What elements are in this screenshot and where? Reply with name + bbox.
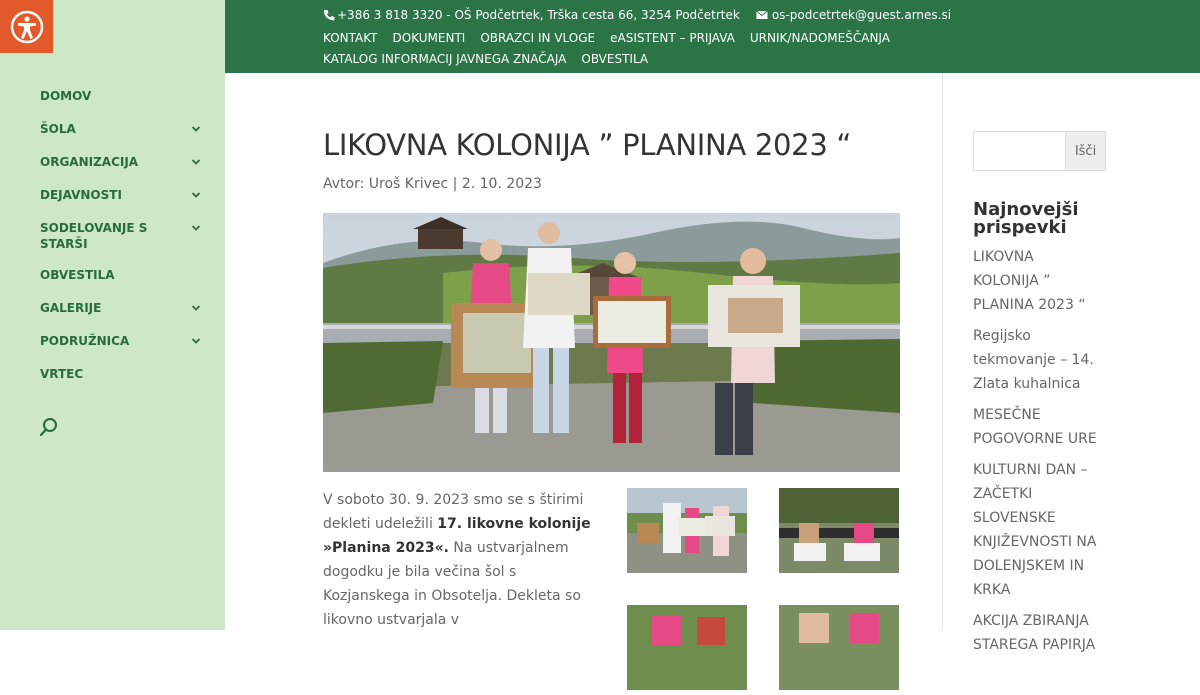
sidebar-search — [973, 131, 1108, 171]
menu-item-label: SODELOVANJE S STARŠI — [40, 221, 148, 251]
top-nav-link[interactable]: URNIK/NADOMEŠČANJA — [749, 31, 890, 45]
menu-item-label: DOMOV — [40, 89, 92, 103]
menu-item[interactable] — [40, 154, 210, 187]
chevron-down-icon[interactable] — [190, 189, 202, 201]
search-icon[interactable] — [39, 417, 59, 437]
search-button[interactable]: Išči — [1065, 131, 1106, 171]
post-body: V soboto 30. 9. 2023 smo se s štirimi dekleti udeležili 17. likovne kolonije »Planina 2023«. Na ustvarjalnem dogodku je bila večina šol s Kozjanskega in Obsotelja. Dekleta so likovno ustvarjala v — [323, 492, 591, 628]
post-content — [323, 73, 900, 628]
menu-item[interactable] — [40, 187, 210, 220]
left-sidebar — [0, 0, 225, 630]
gallery-thumbnail[interactable] — [779, 605, 899, 690]
menu-item-label: DEJAVNOSTI — [40, 188, 122, 202]
gallery-photo — [627, 605, 747, 690]
menu-item[interactable] — [40, 220, 210, 267]
menu-item[interactable] — [40, 267, 210, 300]
featured-image-photo — [323, 213, 900, 472]
contact-email[interactable]: os-podcetrtek@guest.arnes.si — [771, 8, 952, 22]
menu-item[interactable] — [40, 121, 210, 154]
top-nav-link[interactable]: DOKUMENTI — [392, 31, 466, 45]
chevron-down-icon[interactable] — [190, 302, 202, 314]
top-nav-link[interactable]: OBRAZCI IN VLOGE — [480, 31, 596, 45]
recent-post-link[interactable]: MESEČNE POGOVORNE URE — [973, 407, 1097, 447]
recent-post-link[interactable]: AKCIJA ZBIRANJA STAREGA PAPIRJA — [973, 613, 1096, 653]
recent-post-link[interactable]: LIKOVNA KOLONIJA ” PLANINA 2023 “ — [973, 249, 1086, 313]
gallery-thumbnail[interactable] — [627, 488, 747, 573]
post-title: LIKOVNA KOLONIJA ” PLANINA 2023 “ — [323, 128, 852, 162]
post-body-highlight: 17. likovne kolonije »Planina 2023«. — [323, 516, 591, 556]
recent-post-link[interactable]: KULTURNI DAN – ZAČETKI SLOVENSKE KNJIŽEVNOSTI NA DOLENJSKEM IN KRKA — [973, 462, 1097, 598]
menu-item[interactable] — [40, 88, 210, 121]
top-nav-link[interactable]: KATALOG INFORMACIJ JAVNEGA ZNAČAJA — [323, 52, 567, 66]
menu-item-label: PODRUŽNICA — [40, 334, 130, 348]
accessibility-button[interactable] — [0, 0, 53, 53]
menu-item[interactable] — [40, 333, 210, 366]
chevron-down-icon[interactable] — [190, 222, 202, 234]
menu-item-label: OBVESTILA — [40, 268, 115, 282]
accessibility-icon — [9, 9, 45, 45]
right-sidebar — [973, 131, 1108, 664]
contact-info — [323, 8, 951, 22]
email-icon — [756, 9, 768, 21]
phone-icon — [323, 9, 335, 21]
top-nav-link[interactable]: eASISTENT – PRIJAVA — [610, 31, 735, 45]
gallery-photo — [627, 488, 747, 573]
gallery-photo — [779, 605, 899, 690]
gallery-thumbnail[interactable] — [627, 605, 747, 690]
menu-item[interactable] — [40, 366, 210, 399]
recent-posts-title: Najnovejši prispevki — [973, 199, 1079, 238]
featured-image[interactable] — [323, 213, 900, 472]
gallery-photo — [779, 488, 899, 573]
recent-post-link[interactable]: Regijsko tekmovanje – 14. Zlata kuhalnica — [973, 328, 1094, 392]
menu-item-label: ORGANIZACIJA — [40, 155, 139, 169]
top-navigation — [323, 28, 963, 70]
content-divider — [942, 73, 943, 630]
menu-item-label: GALERIJE — [40, 301, 102, 315]
menu-item-label: VRTEC — [40, 367, 84, 381]
top-nav-link[interactable]: KONTAKT — [323, 31, 378, 45]
main-menu — [40, 88, 210, 399]
post-meta: Avtor: Uroš Krivec | 2. 10. 2023 — [323, 176, 542, 192]
contact-phone: +386 3 818 3320 - OŠ Podčetrtek, Trška cesta 66, 3254 Podčetrtek — [337, 8, 740, 22]
chevron-down-icon[interactable] — [190, 123, 202, 135]
chevron-down-icon[interactable] — [190, 156, 202, 168]
search-input[interactable] — [973, 131, 1065, 171]
recent-posts-list — [973, 245, 1108, 657]
menu-item[interactable] — [40, 300, 210, 333]
chevron-down-icon[interactable] — [190, 335, 202, 347]
gallery-thumbnail[interactable] — [779, 488, 899, 573]
menu-item-label: ŠOLA — [40, 122, 76, 136]
top-header — [225, 0, 1200, 73]
top-nav-link[interactable]: OBVESTILA — [581, 52, 649, 66]
